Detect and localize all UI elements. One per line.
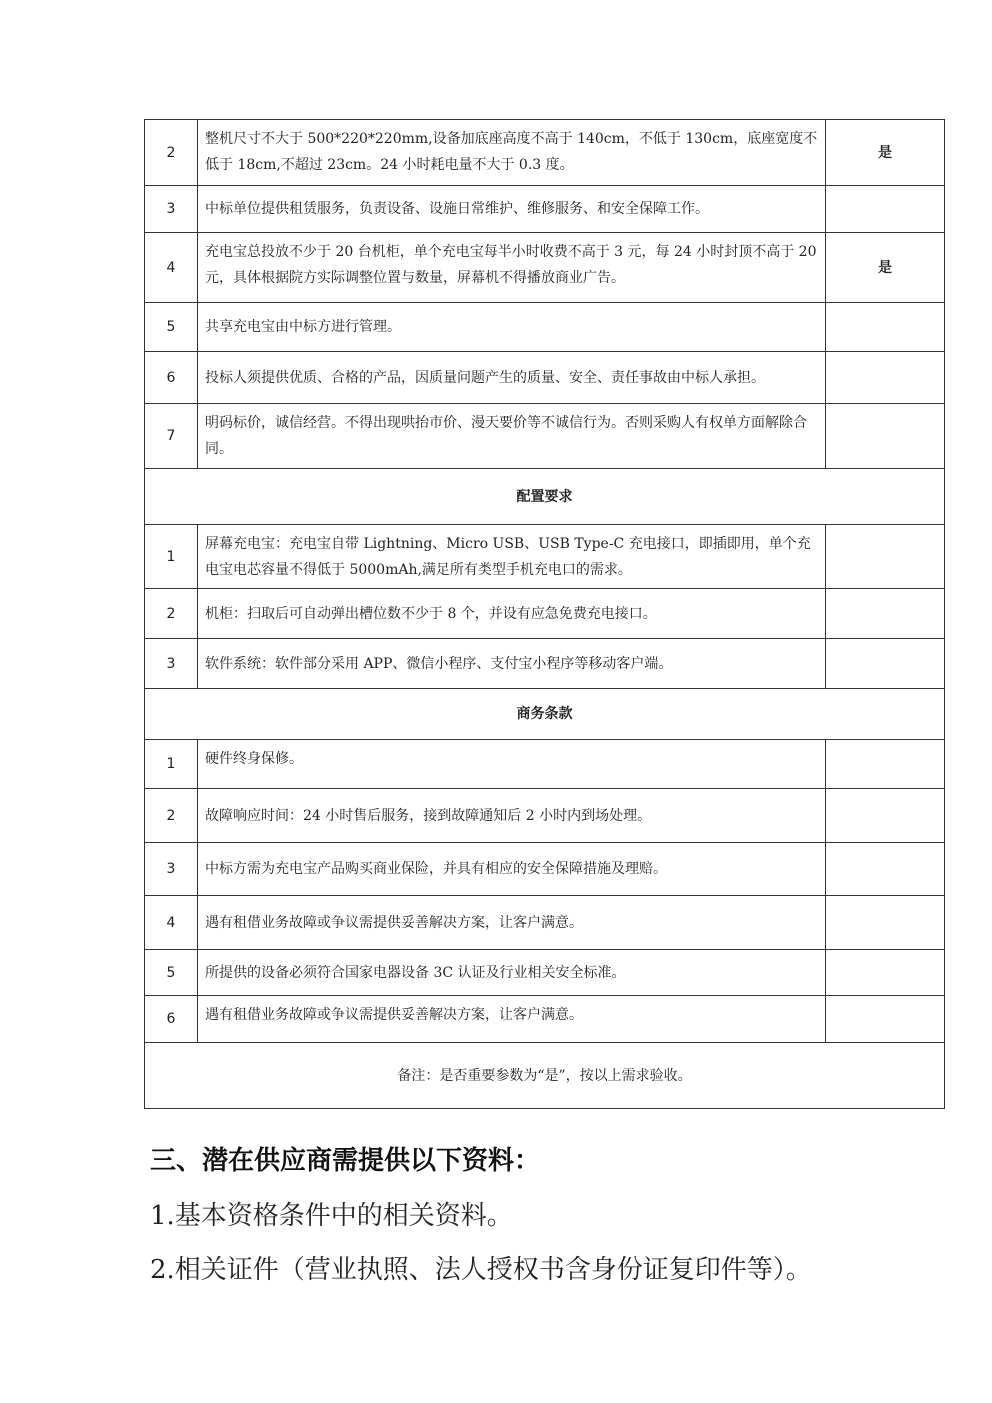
row-text: 遇有租借业务故障或争议需提供妥善解决方案，让客户满意。 (198, 896, 826, 950)
row-text: 硬件终身保修。 (198, 740, 826, 789)
important-flag (826, 950, 945, 996)
row-text: 故障响应时间：24 小时售后服务，接到故障通知后 2 小时内到场处理。 (198, 789, 826, 843)
table-row (145, 352, 945, 404)
list-item: 1.基本资格条件中的相关资料。 (150, 1201, 513, 1231)
row-text: 软件系统：软件部分采用 APP、微信小程序、支付宝小程序等移动客户端。 (198, 639, 826, 689)
row-number: 2 (145, 120, 198, 186)
important-flag (826, 740, 945, 789)
row-text: 遇有租借业务故障或争议需提供妥善解决方案，让客户满意。 (198, 996, 826, 1043)
business-section-title: 商务条款 (145, 689, 945, 740)
important-flag (826, 896, 945, 950)
table-row (145, 950, 945, 996)
row-number: 6 (145, 996, 198, 1043)
row-text: 整机尺寸不大于 500*220*220mm,设备加底座高度不高于 140cm，不低于 130cm，底座宽度不低于 18cm,不超过 23cm。24 小时耗电量不大于 0.3 度。 (198, 120, 826, 186)
table-row (145, 740, 945, 789)
row-text: 明码标价，诚信经营。不得出现哄抬市价、漫天要价等不诚信行为。否则采购人有权单方面解除合同。 (198, 404, 826, 469)
table-row (145, 120, 945, 186)
important-flag: 是 (826, 120, 945, 186)
table-row (145, 303, 945, 352)
row-number: 1 (145, 740, 198, 789)
important-flag (826, 404, 945, 469)
table-row (145, 789, 945, 843)
table-row (145, 589, 945, 639)
row-text: 投标人须提供优质、合格的产品，因质量问题产生的质量、安全、责任事故由中标人承担。 (198, 352, 826, 404)
table-row (145, 404, 945, 469)
row-text: 中标方需为充电宝产品购买商业保险，并具有相应的安全保障措施及理赔。 (198, 843, 826, 896)
important-flag (826, 525, 945, 589)
row-text: 机柜：扫取后可自动弹出槽位数不少于 8 个，并设有应急免费充电接口。 (198, 589, 826, 639)
important-flag (826, 186, 945, 233)
row-text: 所提供的设备必须符合国家电器设备 3C 认证及行业相关安全标准。 (198, 950, 826, 996)
row-number: 4 (145, 896, 198, 950)
row-number: 3 (145, 186, 198, 233)
table-row (145, 896, 945, 950)
important-flag (826, 352, 945, 404)
table-row (145, 186, 945, 233)
row-number: 5 (145, 950, 198, 996)
important-flag (826, 303, 945, 352)
section-header-row (145, 689, 945, 740)
important-flag (826, 589, 945, 639)
list-item: 2.相关证件（营业执照、法人授权书含身份证复印件等）。 (150, 1255, 812, 1285)
table-note: 备注：是否重要参数为“是”，按以上需求验收。 (145, 1043, 945, 1109)
important-flag (826, 996, 945, 1043)
row-number: 3 (145, 843, 198, 896)
row-text: 中标单位提供租赁服务，负责设备、设施日常维护、维修服务、和安全保障工作。 (198, 186, 826, 233)
section-3-heading: 三、潜在供应商需提供以下资料： (150, 1146, 541, 1176)
table-row (145, 525, 945, 589)
row-number: 4 (145, 233, 198, 303)
table-row (145, 843, 945, 896)
row-text: 屏幕充电宝：充电宝自带 Lightning、Micro USB、USB Type-C 充电接口，即插即用，单个充电宝电芯容量不得低于 5000mAh,满足所有类型手机充电口的需求。 (198, 525, 826, 589)
row-number: 2 (145, 789, 198, 843)
config-section-title: 配置要求 (145, 469, 945, 525)
important-flag: 是 (826, 233, 945, 303)
section-header-row (145, 469, 945, 525)
table-row (145, 233, 945, 303)
important-flag (826, 789, 945, 843)
table-row (145, 996, 945, 1043)
requirements-table (144, 119, 945, 1109)
row-number: 7 (145, 404, 198, 469)
note-row (145, 1043, 945, 1109)
important-flag (826, 843, 945, 896)
row-text: 充电宝总投放不少于 20 台机柜，单个充电宝每半小时收费不高于 3 元，每 24 小时封顶不高于 20 元，具体根据院方实际调整位置与数量，屏幕机不得播放商业广告。 (198, 233, 826, 303)
row-number: 3 (145, 639, 198, 689)
row-number: 6 (145, 352, 198, 404)
table-row (145, 639, 945, 689)
row-number: 2 (145, 589, 198, 639)
row-text: 共享充电宝由中标方进行管理。 (198, 303, 826, 352)
row-number: 5 (145, 303, 198, 352)
row-number: 1 (145, 525, 198, 589)
important-flag (826, 639, 945, 689)
